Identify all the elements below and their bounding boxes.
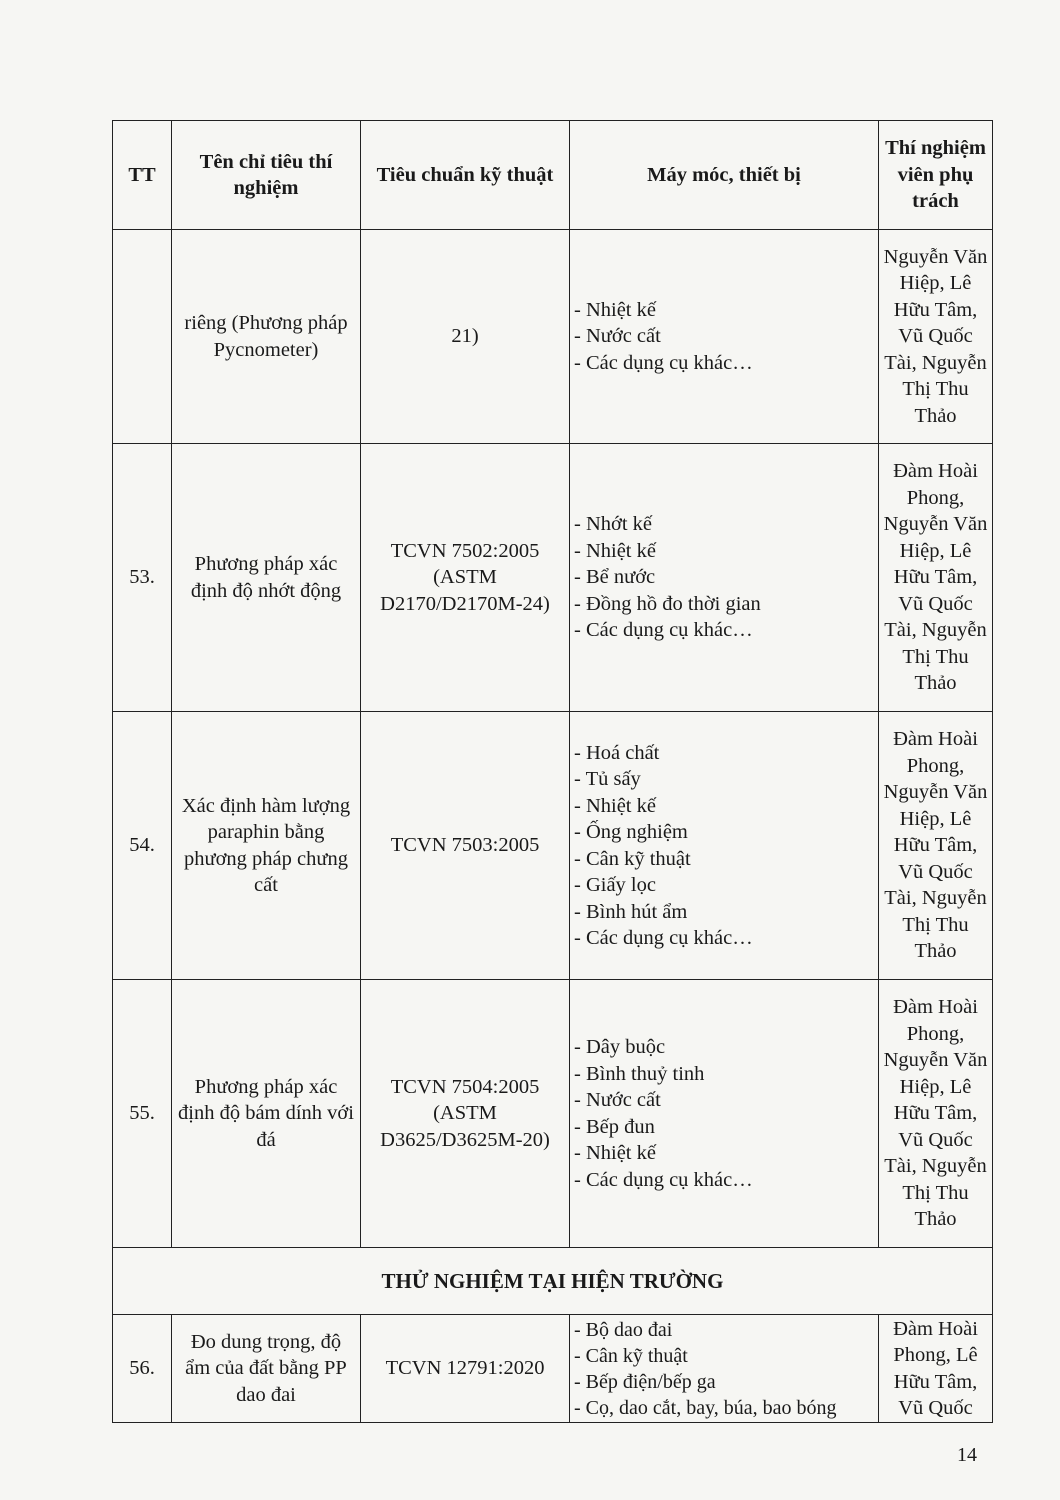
equipment-item: - Nhiệt kế <box>574 539 656 562</box>
equipment-item: - Đồng hồ đo thời gian <box>574 592 761 615</box>
row-name: Phương pháp xác định độ nhớt động <box>172 444 361 712</box>
equipment-item: - Hoá chất <box>574 741 660 764</box>
row-standard: TCVN 7504:2005 (ASTM D3625/D3625M-20) <box>361 980 570 1248</box>
equipment-item: - Nhiệt kế <box>574 794 656 817</box>
row-name: Xác định hàm lượng paraphin bằng phương pháp chưng cất <box>172 712 361 980</box>
row-staff: Đàm Hoài Phong, Nguyễn Văn Hiệp, Lê Hữu Tâm, Vũ Quốc Tài, Nguyễn Thị Thu Thảo <box>879 444 993 712</box>
table-row <box>113 444 993 712</box>
header-tt: TT <box>113 121 172 230</box>
page-number: 14 <box>957 1444 977 1466</box>
row-standard: TCVN 7502:2005 (ASTM D2170/D2170M-24) <box>361 444 570 712</box>
section-title: THỬ NGHIỆM TẠI HIỆN TRƯỜNG <box>113 1248 993 1315</box>
equipment-item: - Nhiệt kế <box>574 298 656 321</box>
row-name: riêng (Phương pháp Pycnometer) <box>172 230 361 444</box>
equipment-item: - Nhiệt kế <box>574 1142 656 1164</box>
equipment-item: - Nước cất <box>574 325 661 348</box>
row-staff: Đàm Hoài Phong, Lê Hữu Tâm, Vũ Quốc <box>879 1315 993 1423</box>
table-row <box>113 1315 993 1423</box>
row-equipment <box>570 980 879 1248</box>
row-equipment <box>570 444 879 712</box>
header-standard: Tiêu chuẩn kỹ thuật <box>361 121 570 230</box>
section-row <box>113 1248 993 1315</box>
row-staff: Nguyễn Văn Hiệp, Lê Hữu Tâm, Vũ Quốc Tài, Nguyễn Thị Thu Thảo <box>879 230 993 444</box>
equipment-item: - Cọ, dao cắt, bay, búa, bao bóng <box>574 1396 837 1419</box>
equipment-item: - Bể nước <box>574 566 656 589</box>
equipment-item: - Dây buộc <box>574 1036 666 1058</box>
equipment-item: - Cân kỹ thuật <box>574 1344 688 1367</box>
row-tt: 54. <box>113 712 172 980</box>
equipment-item: - Các dụng cụ khác… <box>574 619 753 642</box>
row-tt: 56. <box>113 1315 172 1423</box>
header-equipment: Máy móc, thiết bị <box>570 121 879 230</box>
row-tt <box>113 230 172 444</box>
equipment-item: - Ống nghiệm <box>574 821 688 843</box>
equipment-item: - Giấy lọc <box>574 874 656 896</box>
row-name: Phương pháp xác định độ bám dính với đá <box>172 980 361 1248</box>
row-standard: TCVN 12791:2020 <box>361 1315 570 1423</box>
test-methods-table <box>112 120 993 1423</box>
equipment-item: - Các dụng cụ khác… <box>574 351 753 374</box>
row-standard: 21) <box>361 230 570 444</box>
equipment-item: - Cân kỹ thuật <box>574 847 691 870</box>
row-name: Đo dung trọng, độ ẩm của đất bằng PP dao đai <box>172 1315 361 1423</box>
equipment-item: - Nước cất <box>574 1089 661 1111</box>
row-equipment <box>570 1315 879 1423</box>
row-tt: 53. <box>113 444 172 712</box>
row-tt: 55. <box>113 980 172 1248</box>
row-equipment <box>570 712 879 980</box>
row-staff: Đàm Hoài Phong, Nguyễn Văn Hiệp, Lê Hữu Tâm, Vũ Quốc Tài, Nguyễn Thị Thu Thảo <box>879 712 993 980</box>
equipment-item: - Bếp điện/bếp ga <box>574 1370 716 1393</box>
table-row <box>113 712 993 980</box>
equipment-item: - Bình hút ẩm <box>574 900 688 923</box>
equipment-item: - Bộ dao đai <box>574 1318 673 1341</box>
header-staff: Thí nghiệm viên phụ trách <box>879 121 993 230</box>
row-staff: Đàm Hoài Phong, Nguyễn Văn Hiệp, Lê Hữu Tâm, Vũ Quốc Tài, Nguyễn Thị Thu Thảo <box>879 980 993 1248</box>
row-standard: TCVN 7503:2005 <box>361 712 570 980</box>
equipment-item: - Các dụng cụ khác… <box>574 1168 753 1191</box>
equipment-item: - Nhớt kế <box>574 513 653 536</box>
equipment-item: - Các dụng cụ khác… <box>574 927 753 949</box>
table-row <box>113 230 993 444</box>
equipment-item: - Tủ sấy <box>574 768 641 790</box>
row-equipment <box>570 230 879 444</box>
table-row <box>113 980 993 1248</box>
table-header-row <box>113 121 993 230</box>
equipment-item: - Bếp đun <box>574 1115 655 1138</box>
header-name: Tên chỉ tiêu thí nghiệm <box>172 121 361 230</box>
equipment-item: - Bình thuỷ tinh <box>574 1062 705 1085</box>
